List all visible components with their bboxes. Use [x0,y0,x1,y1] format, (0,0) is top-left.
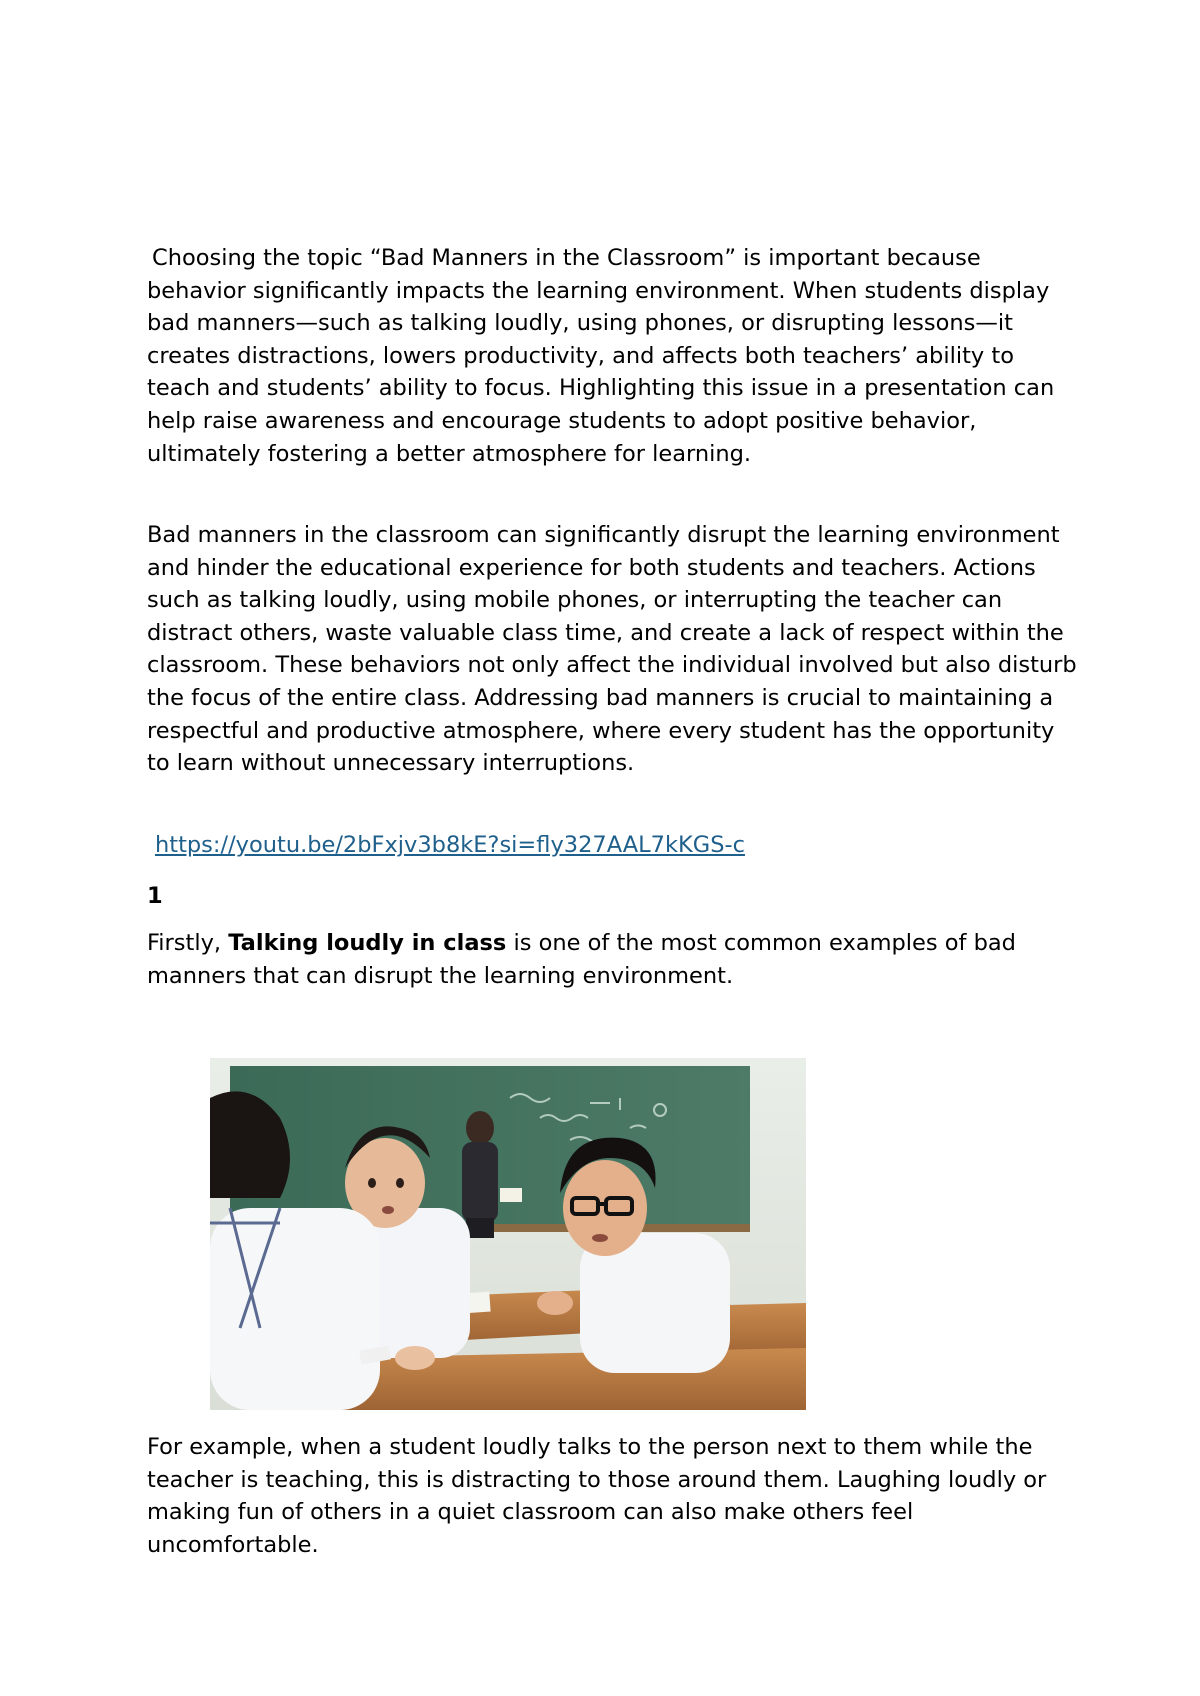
classroom-photo [210,1058,806,1410]
section-number: 1 [147,883,163,909]
overview-paragraph: Bad manners in the classroom can significantly disrupt the learning environment and hinder the educational experience for both students and teachers. Actions such as talking loudly, using mobile phones, or interrupting the teacher can distract others, waste valuable class time, and create a lack of respect within the classroom. These behaviors not only affect the individual involved but also disturb the focus of the entire class. Addressing bad manners is crucial to maintaining a respectful and productive atmosphere, where every student has the opportunity to learn without unnecessary interruptions. [147,522,1077,777]
firstly-lead-text: Firstly, [147,930,229,956]
firstly-tail-text: is one of the most common examples of bad manners that can disrupt the learning environment. [147,930,1016,989]
firstly-paragraph [147,927,1077,992]
talking-loudly-bold-text: Talking loudly in class [228,930,507,956]
youtube-link[interactable]: https://youtu.be/2bFxjv3b8kE?si=fly327AAL7kKGS-c [155,832,745,858]
intro-paragraph: Choosing the topic “Bad Manners in the Classroom” is important because behavior significantly impacts the learning environment. When students display bad manners—such as talking loudly, using phones, or disrupting lessons—it creates distractions, lowers productivity, and affects both teachers’ ability to teach and students’ ability to focus. Highlighting this issue in a presentation can help raise awareness and encourage students to adopt positive behavior, ultimately fostering a better atmosphere for learning. [147,245,1055,467]
example-paragraph: For example, when a student loudly talks to the person next to them while the teacher is teaching, this is distracting to those around them. Laughing loudly or making fun of others in a quiet classroom can also make others feel uncomfortable. [147,1434,1047,1558]
